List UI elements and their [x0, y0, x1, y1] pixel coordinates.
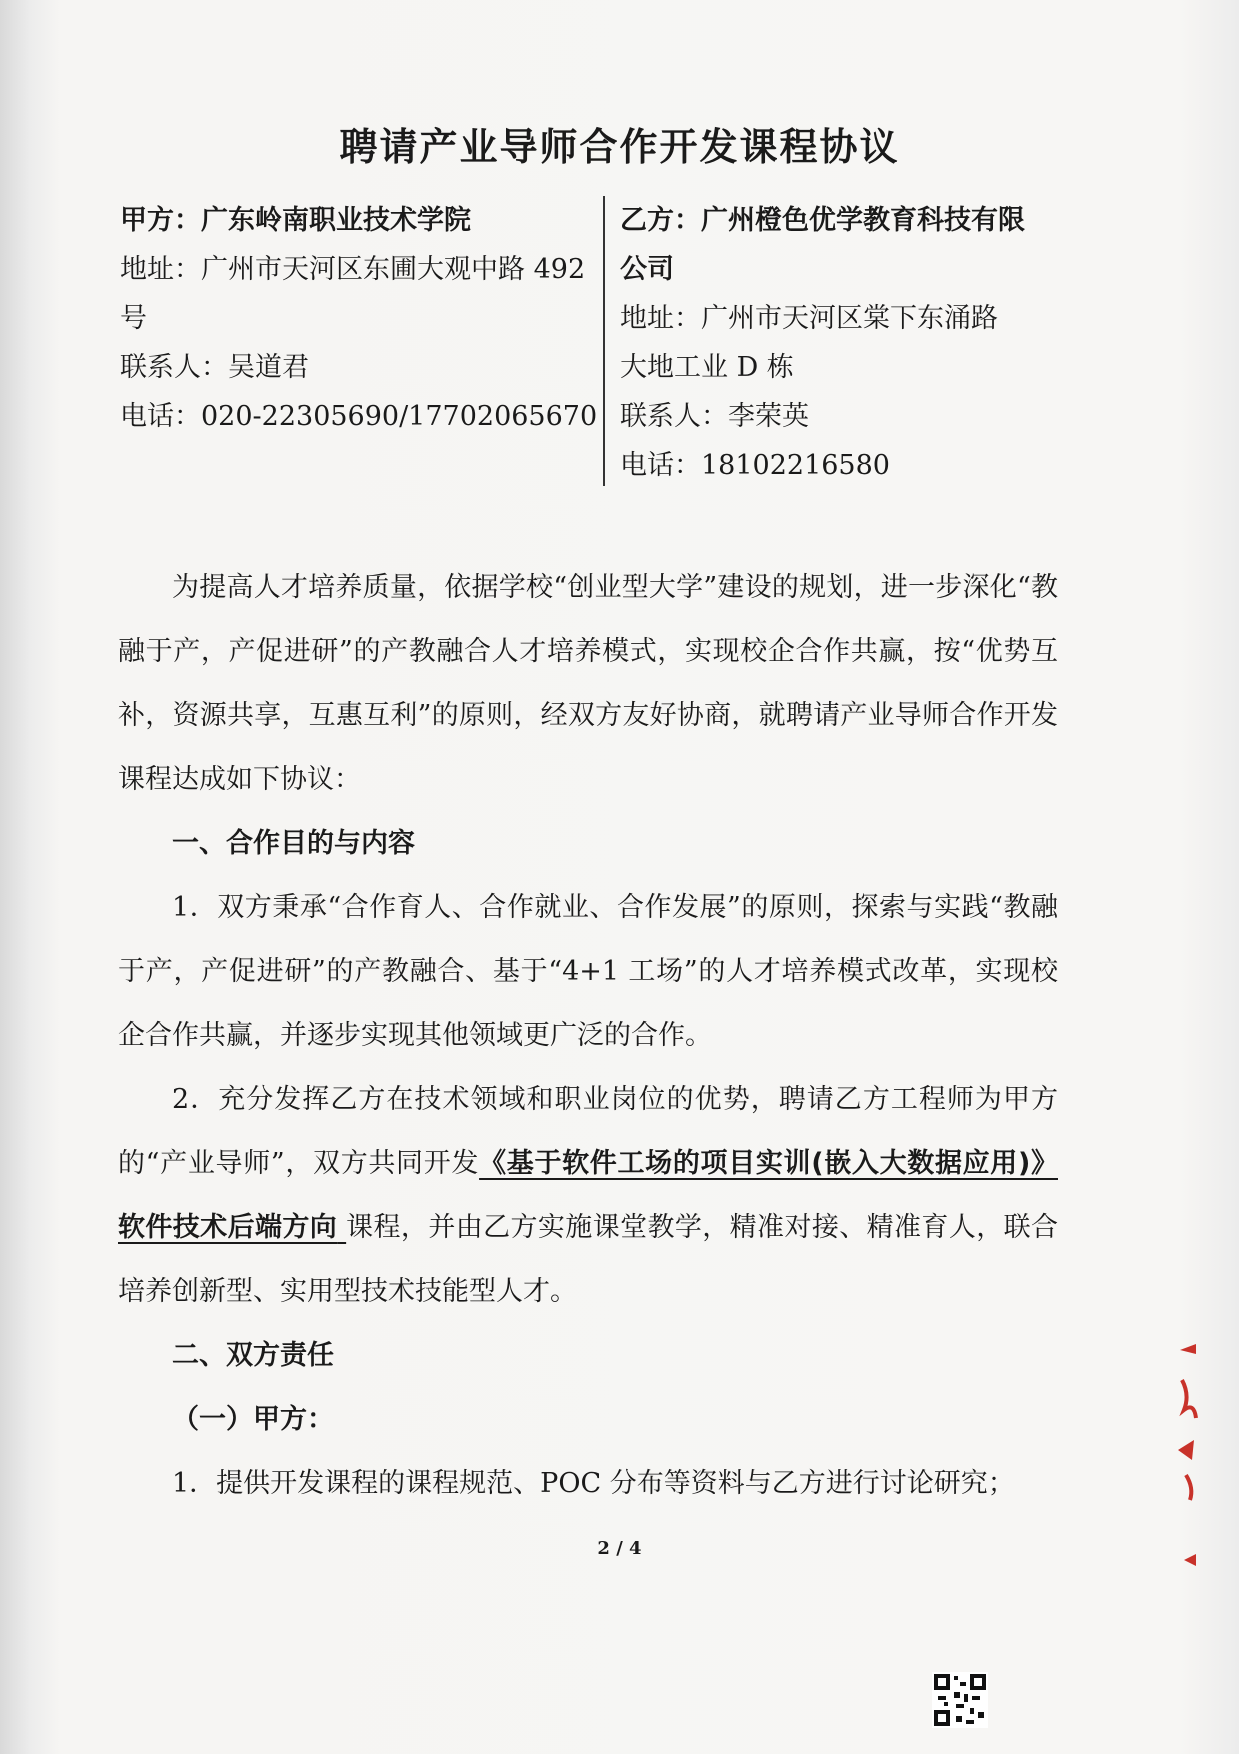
party-a-phone: 电话：020-22305690/17702065670	[120, 401, 598, 432]
seal-stamp-fragment	[1160, 1340, 1200, 1600]
course-name: 《基于软件工场的项目实训(嵌入大数据应用)》软件技术后端方向	[118, 1148, 1058, 1243]
intro-paragraph: 为提高人才培养质量，依据学校“创业型大学”建设的规划，进一步深化“教融于产，产促进研”的产教融合人才培养模式，实现校企合作共赢，按“优势互补，资源共享，互惠互利”的原则，经双方友好协商，就聘请产业导师合作开发课程达成如下协议：	[118, 572, 1058, 795]
party-a-name: 甲方：广东岭南职业技术学院	[120, 205, 471, 236]
section1-heading: 一、合作目的与内容	[172, 828, 415, 859]
party-b-address-cont: 大地工业 D 栋	[620, 352, 794, 383]
section1-item2	[118, 1068, 1058, 1324]
party-b-phone: 电话：18102216580	[620, 450, 890, 481]
section2-item1: 1．提供开发课程的课程规范、POC 分布等资料与乙方进行讨论研究；	[172, 1468, 1015, 1499]
party-b-name-cont: 公司	[620, 254, 674, 285]
section2-heading: 二、双方责任	[172, 1340, 334, 1371]
section1-item2-after: 课程，并由乙方实施课堂教学，精准对接、精准育人，联合培养创新型、实用型技术技能型人才。	[118, 1212, 1058, 1307]
page-number: 2 / 4	[597, 1538, 642, 1559]
party-b-block	[620, 196, 1080, 490]
party-a-address-cont: 号	[120, 303, 147, 334]
section2-subheading: （一）甲方：	[172, 1404, 334, 1435]
section1-item1: 1．双方秉承“合作育人、合作就业、合作发展”的原则，探索与实践“教融于产，产促进研”的产教融合、基于“4+1 工场”的人才培养模式改革，实现校企合作共赢，并逐步实现其他领域更广泛的合作。	[118, 892, 1058, 1051]
party-a-block	[120, 196, 600, 441]
party-a-address: 地址：广州市天河区东圃大观中路 492	[120, 254, 586, 285]
party-b-contact: 联系人：李荣英	[620, 401, 809, 432]
party-divider	[603, 196, 605, 486]
party-b-address: 地址：广州市天河区棠下东涌路	[620, 303, 998, 334]
document-title: 聘请产业导师合作开发课程协议	[339, 125, 900, 169]
party-a-contact: 联系人：吴道君	[120, 352, 309, 383]
qr-code-icon	[932, 1672, 988, 1728]
party-b-name: 乙方：广州橙色优学教育科技有限	[620, 205, 1025, 236]
section1-item2-before: 2．充分发挥乙方在技术领域和职业岗位的优势，聘请乙方工程师为甲方的“产业导师”，双方共同开发	[118, 1084, 1058, 1179]
agreement-body	[118, 556, 1058, 1516]
